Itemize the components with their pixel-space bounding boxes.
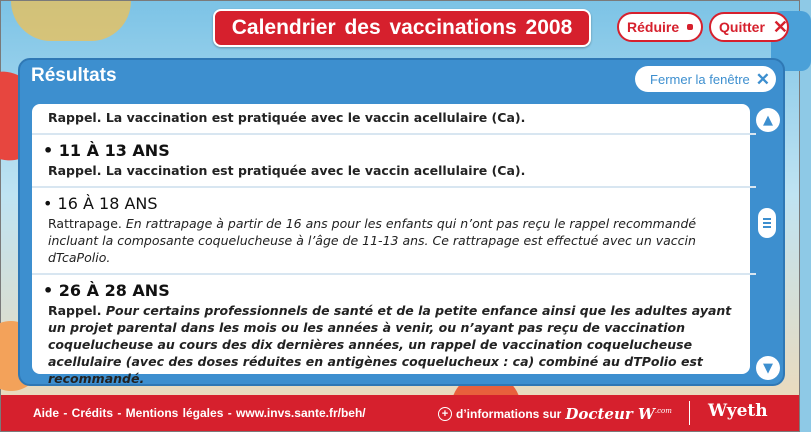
- more-info-label: d’informations sur: [456, 407, 562, 421]
- quitter-label: Quitter: [719, 19, 765, 35]
- close-icon: ✕: [755, 69, 770, 89]
- section-text: Rattrapage. En rattrapage à partir de 16 ans pour les enfants qui n’ont pas reçu le rappel recommandé incluant la composante coquelucheuse à l’âge de 11-13 ans. Ce rattrapage est effectué avec un vaccin dTcaPolio.: [48, 216, 697, 265]
- divider: [32, 273, 756, 275]
- results-content: [32, 104, 750, 386]
- reduire-label: Réduire: [627, 19, 680, 35]
- age-heading: • 11 À 13 ANS: [43, 141, 170, 160]
- divider: [32, 133, 756, 135]
- section-text: Rappel. La vaccination est pratiquée avec le vaccin acellulaire (Ca).: [48, 163, 526, 178]
- chevron-up-icon: ▲: [763, 112, 773, 128]
- chevron-down-icon: ▼: [763, 360, 773, 376]
- footer: [1, 395, 799, 431]
- app-title: Calendrier des vaccinations 2008: [213, 9, 591, 47]
- close-window-button[interactable]: [635, 66, 776, 92]
- footer-links[interactable]: Aide - Crédits - Mentions légales - www.invs.sante.fr/beh/: [33, 406, 366, 420]
- scroll-down-button[interactable]: [756, 356, 780, 380]
- more-info-link[interactable]: [438, 405, 672, 423]
- age-heading: • 16 À 18 ANS: [43, 194, 158, 213]
- top-line: Rappel. La vaccination est pratiquée avec le vaccin acellulaire (Ca).: [48, 110, 526, 125]
- scroll-up-button[interactable]: [756, 108, 780, 132]
- divider: [32, 186, 756, 188]
- section-text: Rappel. Pour certains professionnels de santé et de la petite enfance ainsi que les adultes ayant un projet parental dans les mois ou les années à venir, ou n’ayant pas reçu de vaccination coquelucheuse au cours des dix dernières années, un rappel de vaccination coquelucheuse acellulaire (avec des doses réduites en antigènes coquelucheux : ca) combiné au dTPolio est recommandé.: [48, 303, 732, 386]
- results-panel: [18, 58, 785, 386]
- plus-circle-icon: +: [438, 407, 452, 421]
- age-heading: • 26 À 28 ANS: [43, 281, 170, 300]
- quitter-button[interactable]: [709, 12, 789, 42]
- close-icon: ✕: [772, 17, 788, 37]
- close-window-label: Fermer la fenêtre: [650, 71, 750, 87]
- reduire-button[interactable]: [617, 12, 703, 42]
- background-decoration: [11, 1, 131, 41]
- footer-divider: [689, 401, 690, 425]
- minus-icon: [687, 24, 693, 30]
- panel-title: Résultats: [31, 65, 117, 86]
- wyeth-logo[interactable]: Wyeth: [708, 401, 768, 421]
- docteurw-logo: Docteur $W^{.com}$: [565, 405, 672, 423]
- scrollbar-thumb[interactable]: [758, 208, 776, 238]
